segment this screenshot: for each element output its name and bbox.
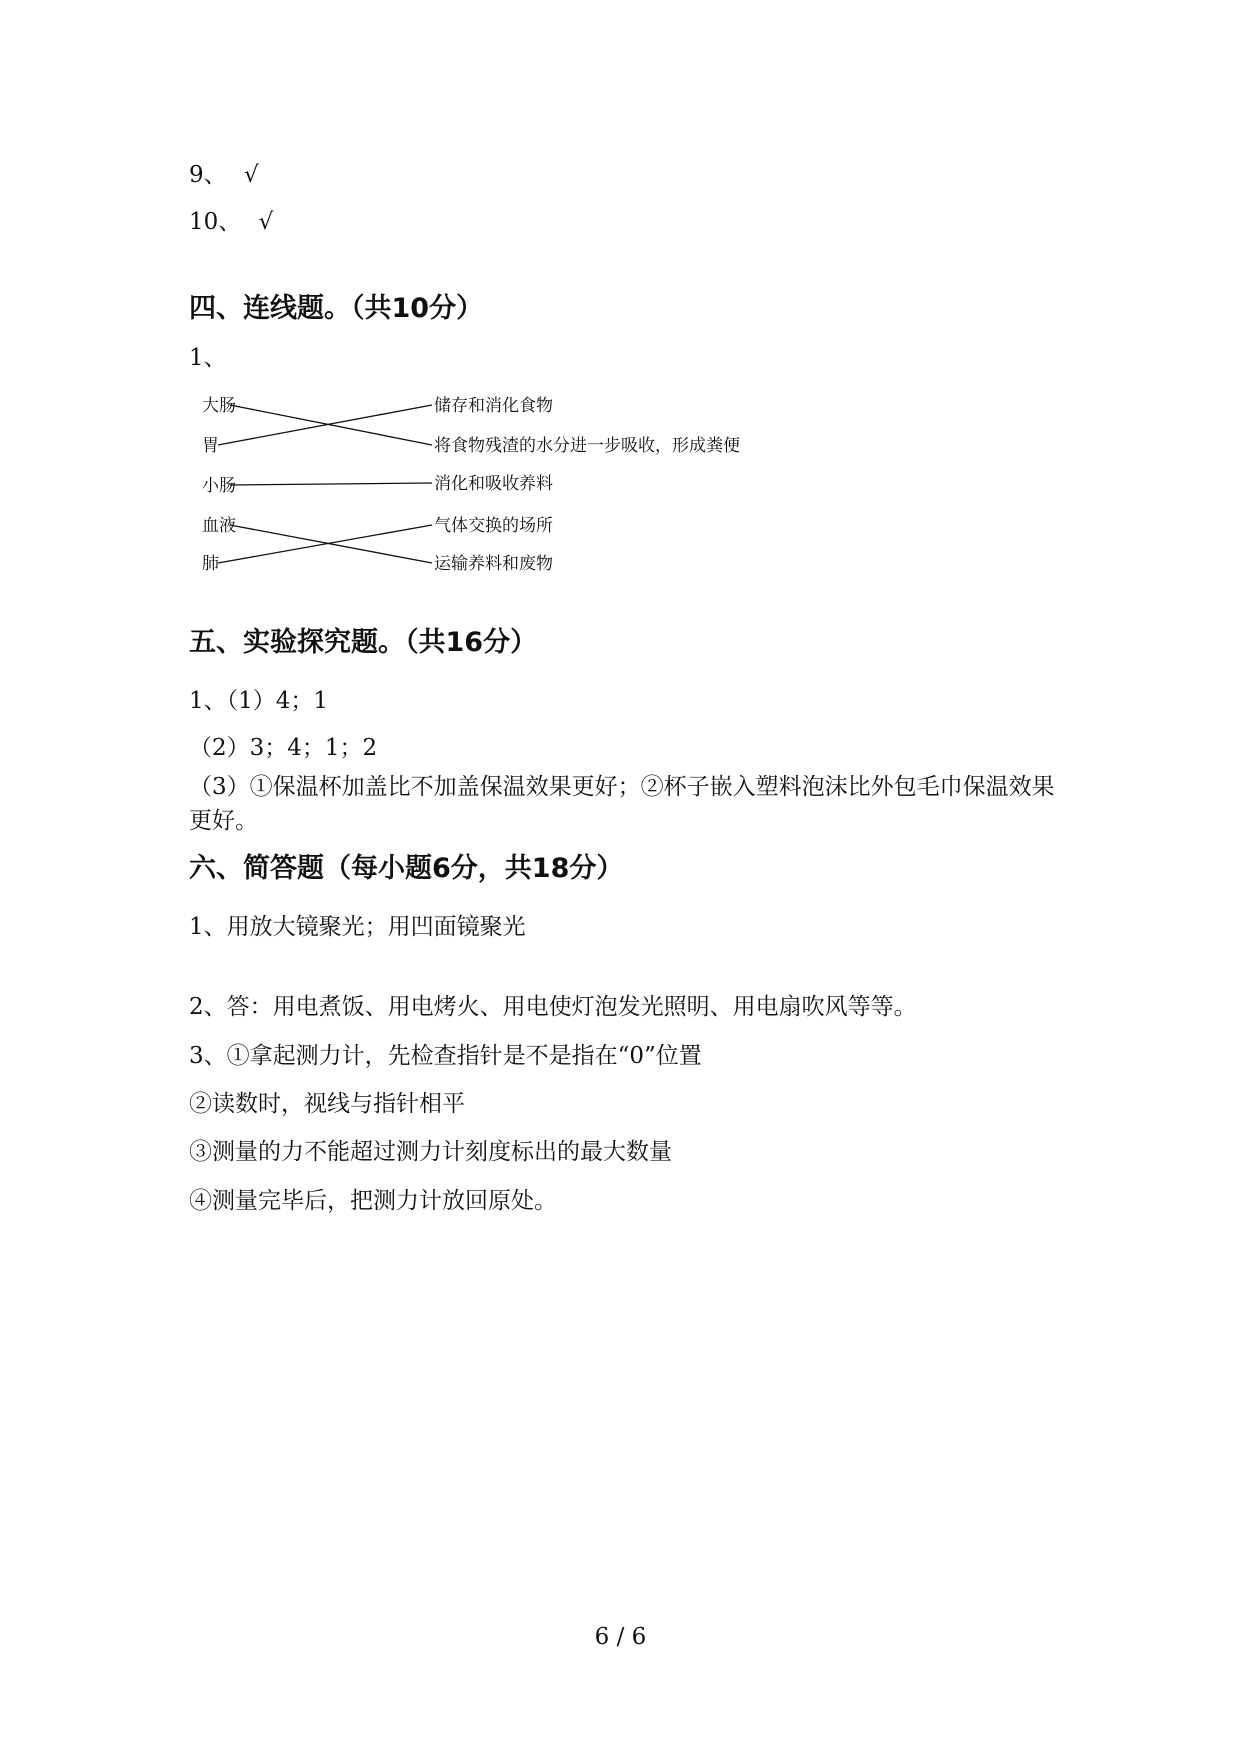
answer-number: 9、 — [189, 162, 227, 188]
matching-diagram — [200, 390, 740, 595]
experiment-answer-paragraph: （3）①保温杯加盖比不加盖保温效果更好；②杯子嵌入塑料泡沫比外包毛巾保温效果更好。 — [189, 774, 1055, 834]
matching-left-item: 小肠 — [202, 476, 236, 496]
short-answer-line: ②读数时，视线与指针相平 — [189, 1091, 465, 1117]
matching-right-item: 储存和消化食物 — [434, 396, 553, 416]
link-line — [230, 483, 432, 485]
check-mark: √ — [258, 209, 274, 235]
short-answer-line: ③测量的力不能超过测力计刻度标出的最大数量 — [189, 1139, 672, 1165]
short-answer-line: 2、答：用电煮饭、用电烤火、用电使灯泡发光照明、用电扇吹风等等。 — [189, 994, 917, 1020]
section-heading-experiment: 五、实验探究题。（共16分） — [189, 627, 538, 658]
short-answer-line: ④测量完毕后，把测力计放回原处。 — [189, 1188, 557, 1214]
answer-row-9 — [189, 160, 259, 190]
short-answer-line: 1、用放大镜聚光；用凹面镜聚光 — [189, 914, 526, 940]
experiment-answer-line: 1、（1）4；1 — [189, 688, 329, 714]
matching-left-item: 大肠 — [202, 396, 236, 416]
section-heading-short-answer: 六、简答题（每小题6分，共18分） — [189, 853, 624, 884]
short-answer-line: 3、①拿起测力计，先检查指针是不是指在“0”位置 — [189, 1043, 702, 1069]
matching-item-number: 1、 — [189, 345, 227, 371]
page-number: 6 / 6 — [594, 1624, 647, 1650]
matching-left-item: 肺 — [202, 554, 219, 574]
section-heading-matching: 四、连线题。（共10分） — [189, 293, 484, 324]
matching-right-item: 运输养料和废物 — [434, 554, 553, 574]
matching-right-item: 消化和吸收养料 — [434, 474, 553, 494]
matching-left-item: 胃 — [202, 436, 219, 456]
experiment-answer-line: （2）3；4；1；2 — [189, 735, 378, 761]
check-mark: √ — [243, 162, 259, 188]
matching-right-item: 将食物残渣的水分进一步吸收，形成粪便 — [434, 436, 740, 456]
answer-row-10 — [189, 207, 273, 237]
matching-right-item: 气体交换的场所 — [434, 516, 553, 536]
matching-left-item: 血液 — [202, 516, 236, 536]
answer-number: 10、 — [189, 209, 242, 235]
